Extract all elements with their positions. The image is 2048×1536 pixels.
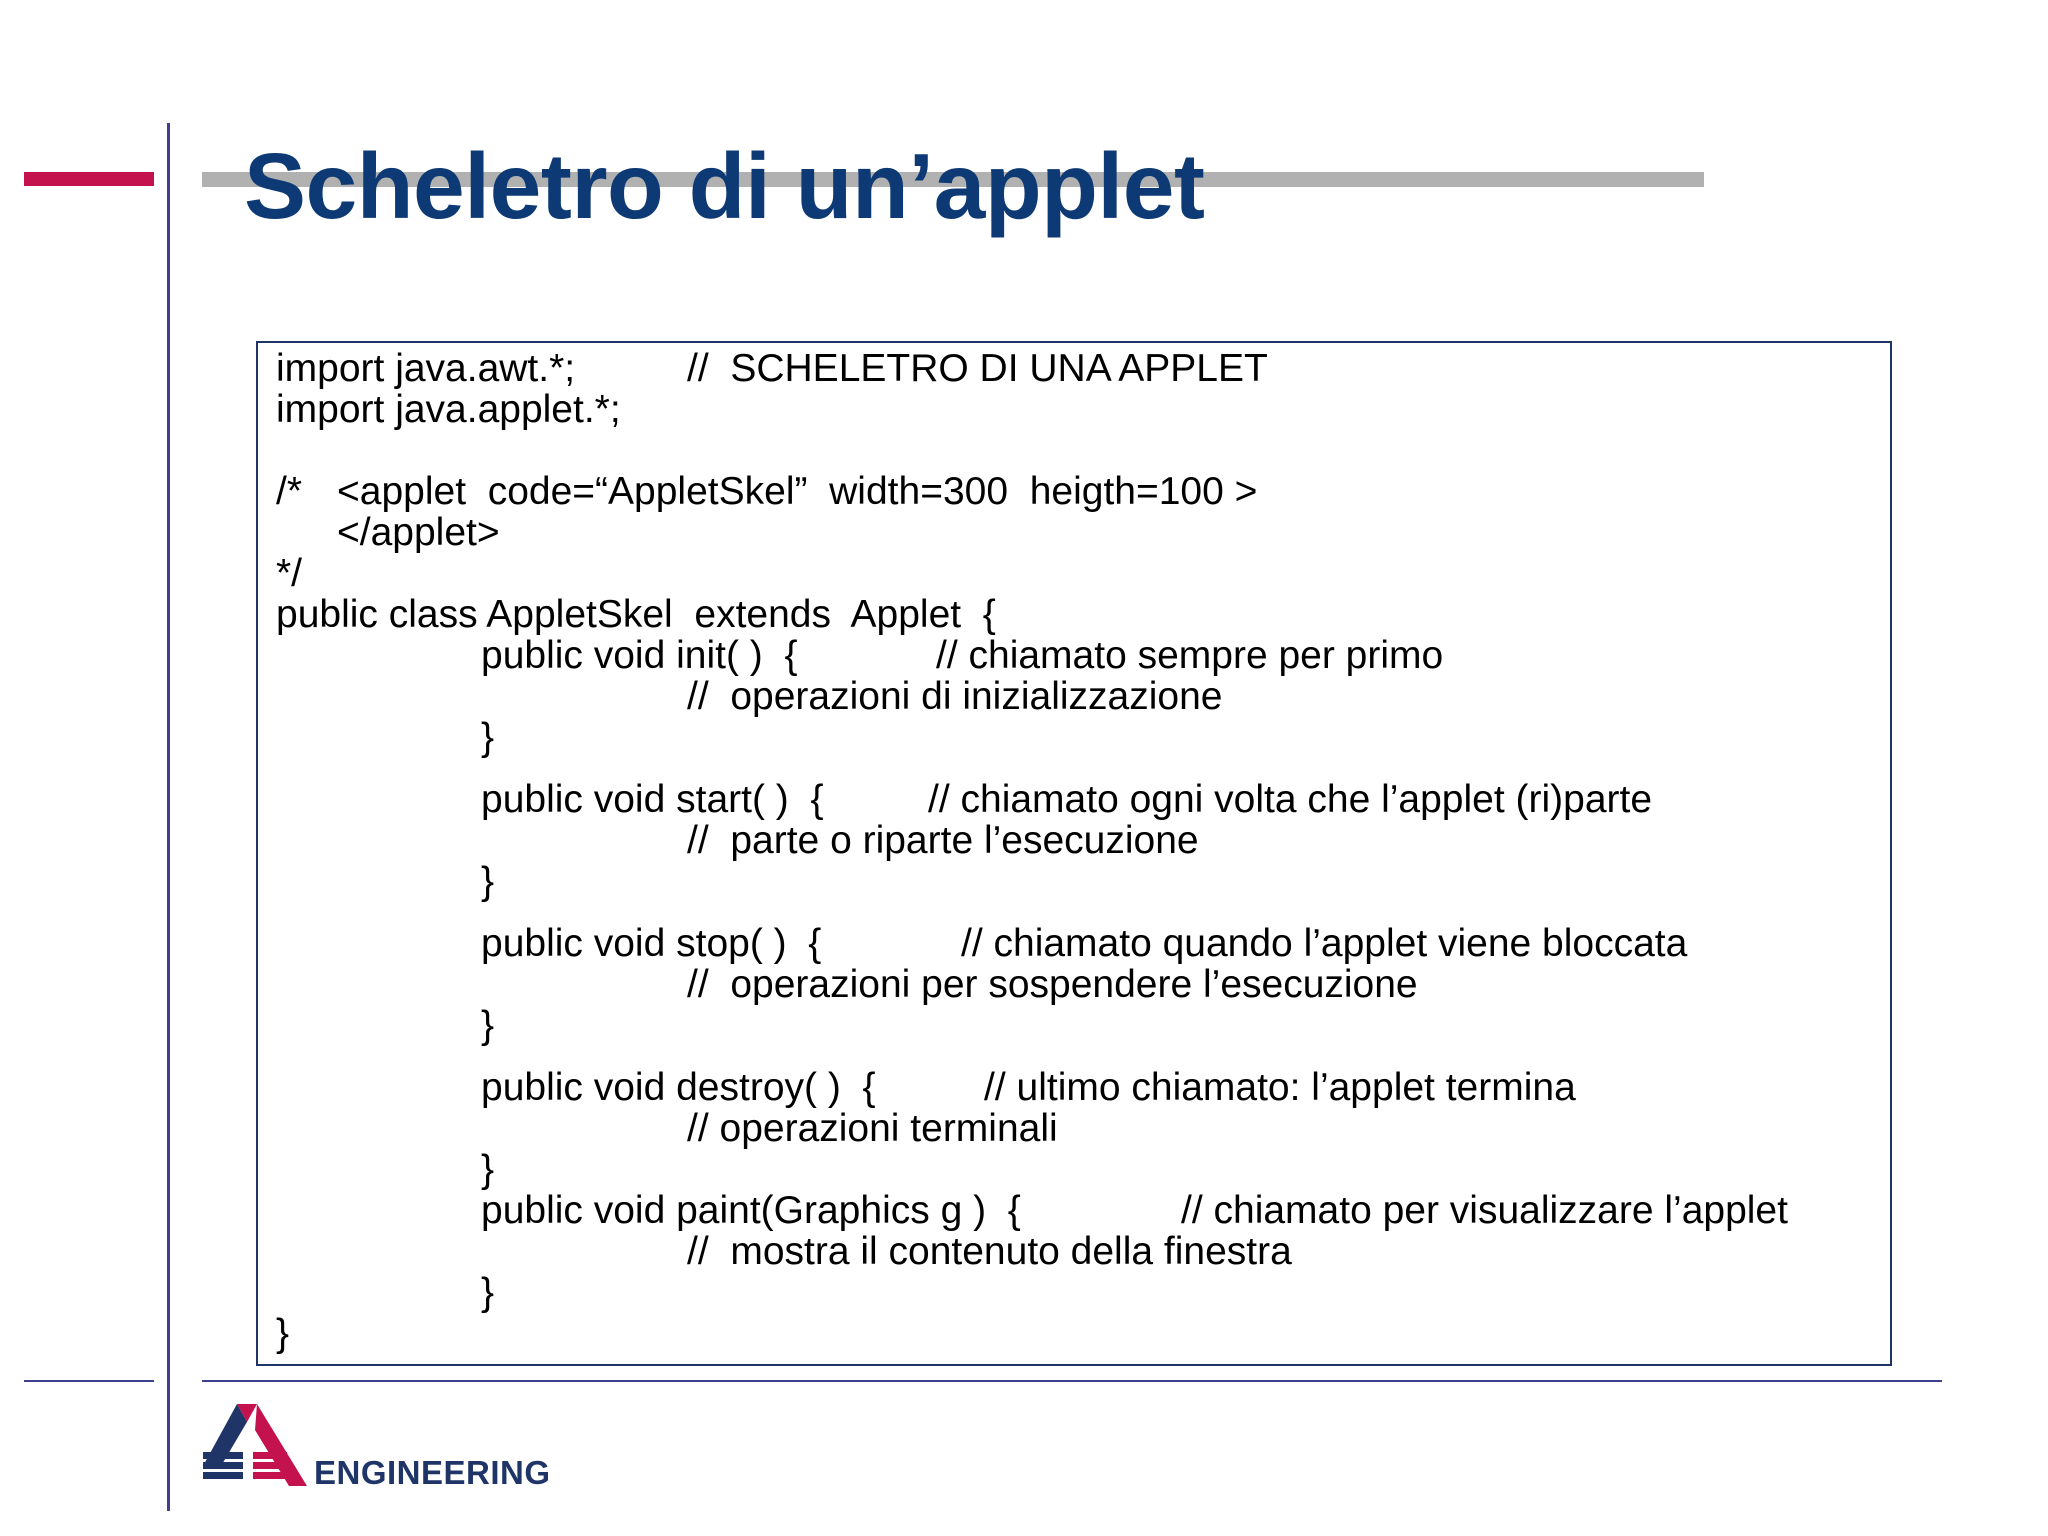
code-comment: // ultimo chiamato: l’applet termina (984, 1066, 1576, 1109)
footer-rule (202, 1380, 1942, 1382)
code-comment: // parte o riparte l’esecuzione (687, 819, 1199, 862)
code-comment: // chiamato ogni volta che l’applet (ri)parte (928, 778, 1653, 821)
code-line: } (481, 1148, 495, 1191)
code-line: public void stop( ) { (481, 922, 822, 965)
engineering-logo-icon (203, 1400, 307, 1486)
code-comment: // operazioni terminali (687, 1107, 1058, 1150)
code-comment: // chiamato quando l’applet viene bloccata (961, 922, 1688, 965)
code-line: /* (276, 470, 303, 513)
code-line: public void paint(Graphics g ) { (481, 1189, 1021, 1232)
code-line: } (276, 1312, 290, 1355)
footer-rule-left (24, 1380, 154, 1382)
code-comment: // operazioni per sospendere l’esecuzione (687, 963, 1418, 1006)
code-line: } (481, 1004, 495, 1047)
company-name: ENGINEERING (314, 1454, 551, 1491)
code-line: */ (276, 552, 303, 595)
code-line: } (481, 1271, 495, 1314)
code-line: import java.awt.*; (276, 347, 576, 390)
code-comment: // mostra il contenuto della finestra (687, 1230, 1292, 1273)
slide-title: Scheletro di un’applet (244, 134, 1205, 238)
code-line: } (481, 716, 495, 759)
code-comment: // chiamato sempre per primo (936, 634, 1444, 677)
code-line: public void init( ) { (481, 634, 798, 677)
title-accent-bar (24, 172, 154, 186)
code-comment: // SCHELETRO DI UNA APPLET (687, 347, 1268, 390)
code-box (256, 341, 1892, 1366)
code-comment: // chiamato per visualizzare l’applet (1181, 1189, 1788, 1232)
vertical-rule (167, 123, 170, 1511)
code-line: public class AppletSkel extends Applet { (276, 593, 996, 636)
code-comment: // operazioni di inizializzazione (687, 675, 1223, 718)
code-line: <applet code=“AppletSkel” width=300 heigth=100 > (337, 470, 1258, 513)
code-line: </applet> (337, 511, 500, 554)
code-line: public void destroy( ) { (481, 1066, 876, 1109)
code-line: } (481, 860, 495, 903)
code-line: import java.applet.*; (276, 388, 621, 431)
code-line: public void start( ) { (481, 778, 824, 821)
